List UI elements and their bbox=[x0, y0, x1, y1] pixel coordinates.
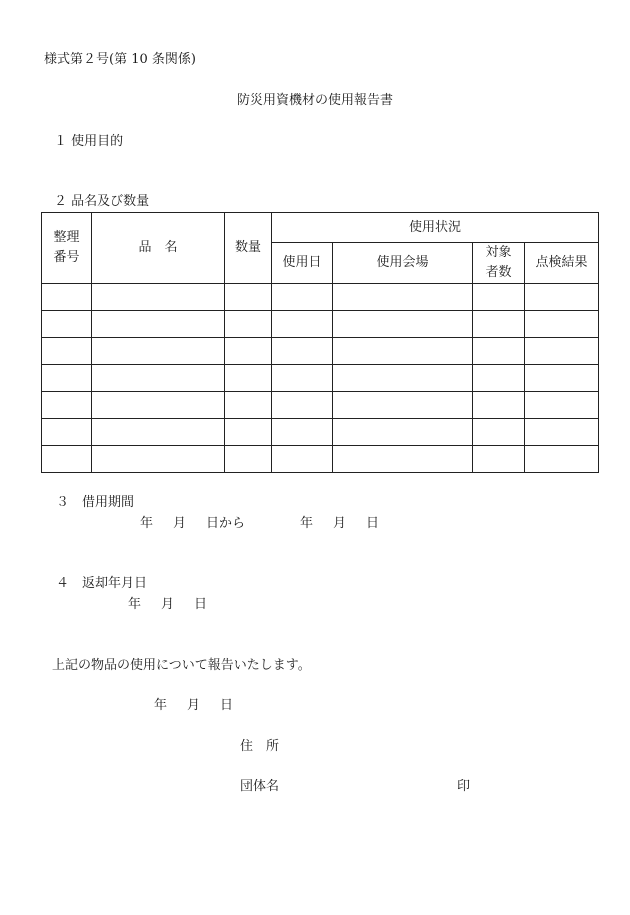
table-cell bbox=[92, 446, 225, 473]
loan-from-month: 月 bbox=[173, 516, 187, 531]
loan-to-year: 年 bbox=[300, 516, 314, 531]
table-cell bbox=[473, 446, 525, 473]
section2-items-quantity-label: ２ 品名及び数量 bbox=[54, 194, 150, 209]
col-header-usage-status bbox=[272, 213, 599, 243]
report-date bbox=[154, 698, 233, 714]
table-cell bbox=[525, 284, 599, 311]
section4-return-date-label: ４ 返却年月日 bbox=[56, 576, 148, 591]
table-cell bbox=[272, 446, 333, 473]
table-cell bbox=[333, 338, 473, 365]
loan-to-month: 月 bbox=[333, 516, 347, 531]
organization-label: 団体名 bbox=[240, 779, 280, 794]
page-title: 防災用資機材の使用報告書 bbox=[236, 93, 393, 108]
table-cell bbox=[92, 311, 225, 338]
table-cell bbox=[225, 338, 272, 365]
usage-table bbox=[41, 212, 599, 473]
col-header-venue-text: 使用会場 bbox=[376, 255, 429, 270]
table-cell bbox=[42, 419, 92, 446]
table-cell bbox=[272, 284, 333, 311]
table-cell bbox=[333, 311, 473, 338]
col-header-usage-date-text: 使用日 bbox=[282, 255, 322, 270]
table-cell bbox=[333, 419, 473, 446]
table-cell bbox=[42, 311, 92, 338]
table-cell bbox=[333, 365, 473, 392]
col-header-target-count-text: 対象 者数 bbox=[485, 245, 512, 280]
table-cell bbox=[225, 392, 272, 419]
col-header-quantity bbox=[225, 213, 272, 284]
table-cell bbox=[333, 284, 473, 311]
table-cell bbox=[473, 419, 525, 446]
table-row bbox=[42, 365, 599, 392]
return-day: 日 bbox=[194, 597, 208, 612]
section1-usage-purpose-label: １ 使用目的 bbox=[54, 134, 124, 149]
table-cell bbox=[225, 419, 272, 446]
table-cell bbox=[473, 338, 525, 365]
return-year: 年 bbox=[128, 597, 142, 612]
col-header-inspection-result bbox=[525, 243, 599, 284]
table-cell bbox=[225, 311, 272, 338]
table-cell bbox=[272, 338, 333, 365]
table-row bbox=[42, 311, 599, 338]
usage-table-body bbox=[42, 284, 599, 473]
table-cell bbox=[225, 365, 272, 392]
table-cell bbox=[42, 365, 92, 392]
table-row bbox=[42, 284, 599, 311]
loan-from-year: 年 bbox=[140, 516, 154, 531]
table-cell bbox=[42, 284, 92, 311]
return-date bbox=[128, 597, 207, 613]
col-header-target-count bbox=[473, 243, 525, 284]
table-cell bbox=[92, 284, 225, 311]
report-year: 年 bbox=[154, 698, 168, 713]
col-header-usage-status-text: 使用状況 bbox=[409, 219, 462, 235]
table-cell bbox=[225, 284, 272, 311]
report-statement: 上記の物品の使用について報告いたします。 bbox=[52, 658, 311, 673]
col-header-inspection-result-text: 点検結果 bbox=[535, 255, 588, 270]
table-cell bbox=[272, 392, 333, 419]
col-header-number bbox=[42, 213, 92, 284]
table-cell bbox=[525, 311, 599, 338]
table-cell bbox=[92, 365, 225, 392]
table-cell bbox=[272, 365, 333, 392]
table-cell bbox=[473, 311, 525, 338]
table-row bbox=[42, 392, 599, 419]
report-month: 月 bbox=[187, 698, 201, 713]
form-number: 様式第２号(第 10 条関係) bbox=[44, 52, 196, 67]
return-month: 月 bbox=[161, 597, 175, 612]
table-cell bbox=[525, 392, 599, 419]
table-cell bbox=[42, 338, 92, 365]
table-cell bbox=[272, 419, 333, 446]
table-cell bbox=[42, 446, 92, 473]
table-cell bbox=[525, 365, 599, 392]
table-cell bbox=[473, 365, 525, 392]
address-label: 住 所 bbox=[240, 739, 280, 754]
loan-period-to bbox=[300, 516, 379, 532]
col-header-usage-date bbox=[272, 243, 333, 284]
table-cell bbox=[473, 284, 525, 311]
seal-mark: 印 bbox=[457, 779, 471, 794]
col-header-number-text: 整理 番号 bbox=[53, 230, 80, 265]
loan-from-day: 日から bbox=[206, 516, 246, 531]
loan-to-day: 日 bbox=[366, 516, 380, 531]
table-cell bbox=[92, 338, 225, 365]
table-cell bbox=[525, 446, 599, 473]
col-header-item-text: 品 名 bbox=[138, 240, 178, 255]
loan-period-from bbox=[140, 516, 245, 532]
table-row bbox=[42, 446, 599, 473]
table-row bbox=[42, 419, 599, 446]
table-cell bbox=[92, 392, 225, 419]
table-cell bbox=[333, 446, 473, 473]
table-cell bbox=[225, 446, 272, 473]
table-cell bbox=[42, 392, 92, 419]
table-cell bbox=[333, 392, 473, 419]
table-cell bbox=[525, 419, 599, 446]
col-header-item bbox=[92, 213, 225, 284]
table-row bbox=[42, 338, 599, 365]
report-day: 日 bbox=[220, 698, 234, 713]
table-cell bbox=[92, 419, 225, 446]
table-cell bbox=[272, 311, 333, 338]
table-cell bbox=[525, 338, 599, 365]
col-header-quantity-text: 数量 bbox=[234, 240, 261, 255]
table-cell bbox=[473, 392, 525, 419]
col-header-venue bbox=[333, 243, 473, 284]
section3-loan-period-label: ３ 借用期間 bbox=[56, 495, 135, 510]
